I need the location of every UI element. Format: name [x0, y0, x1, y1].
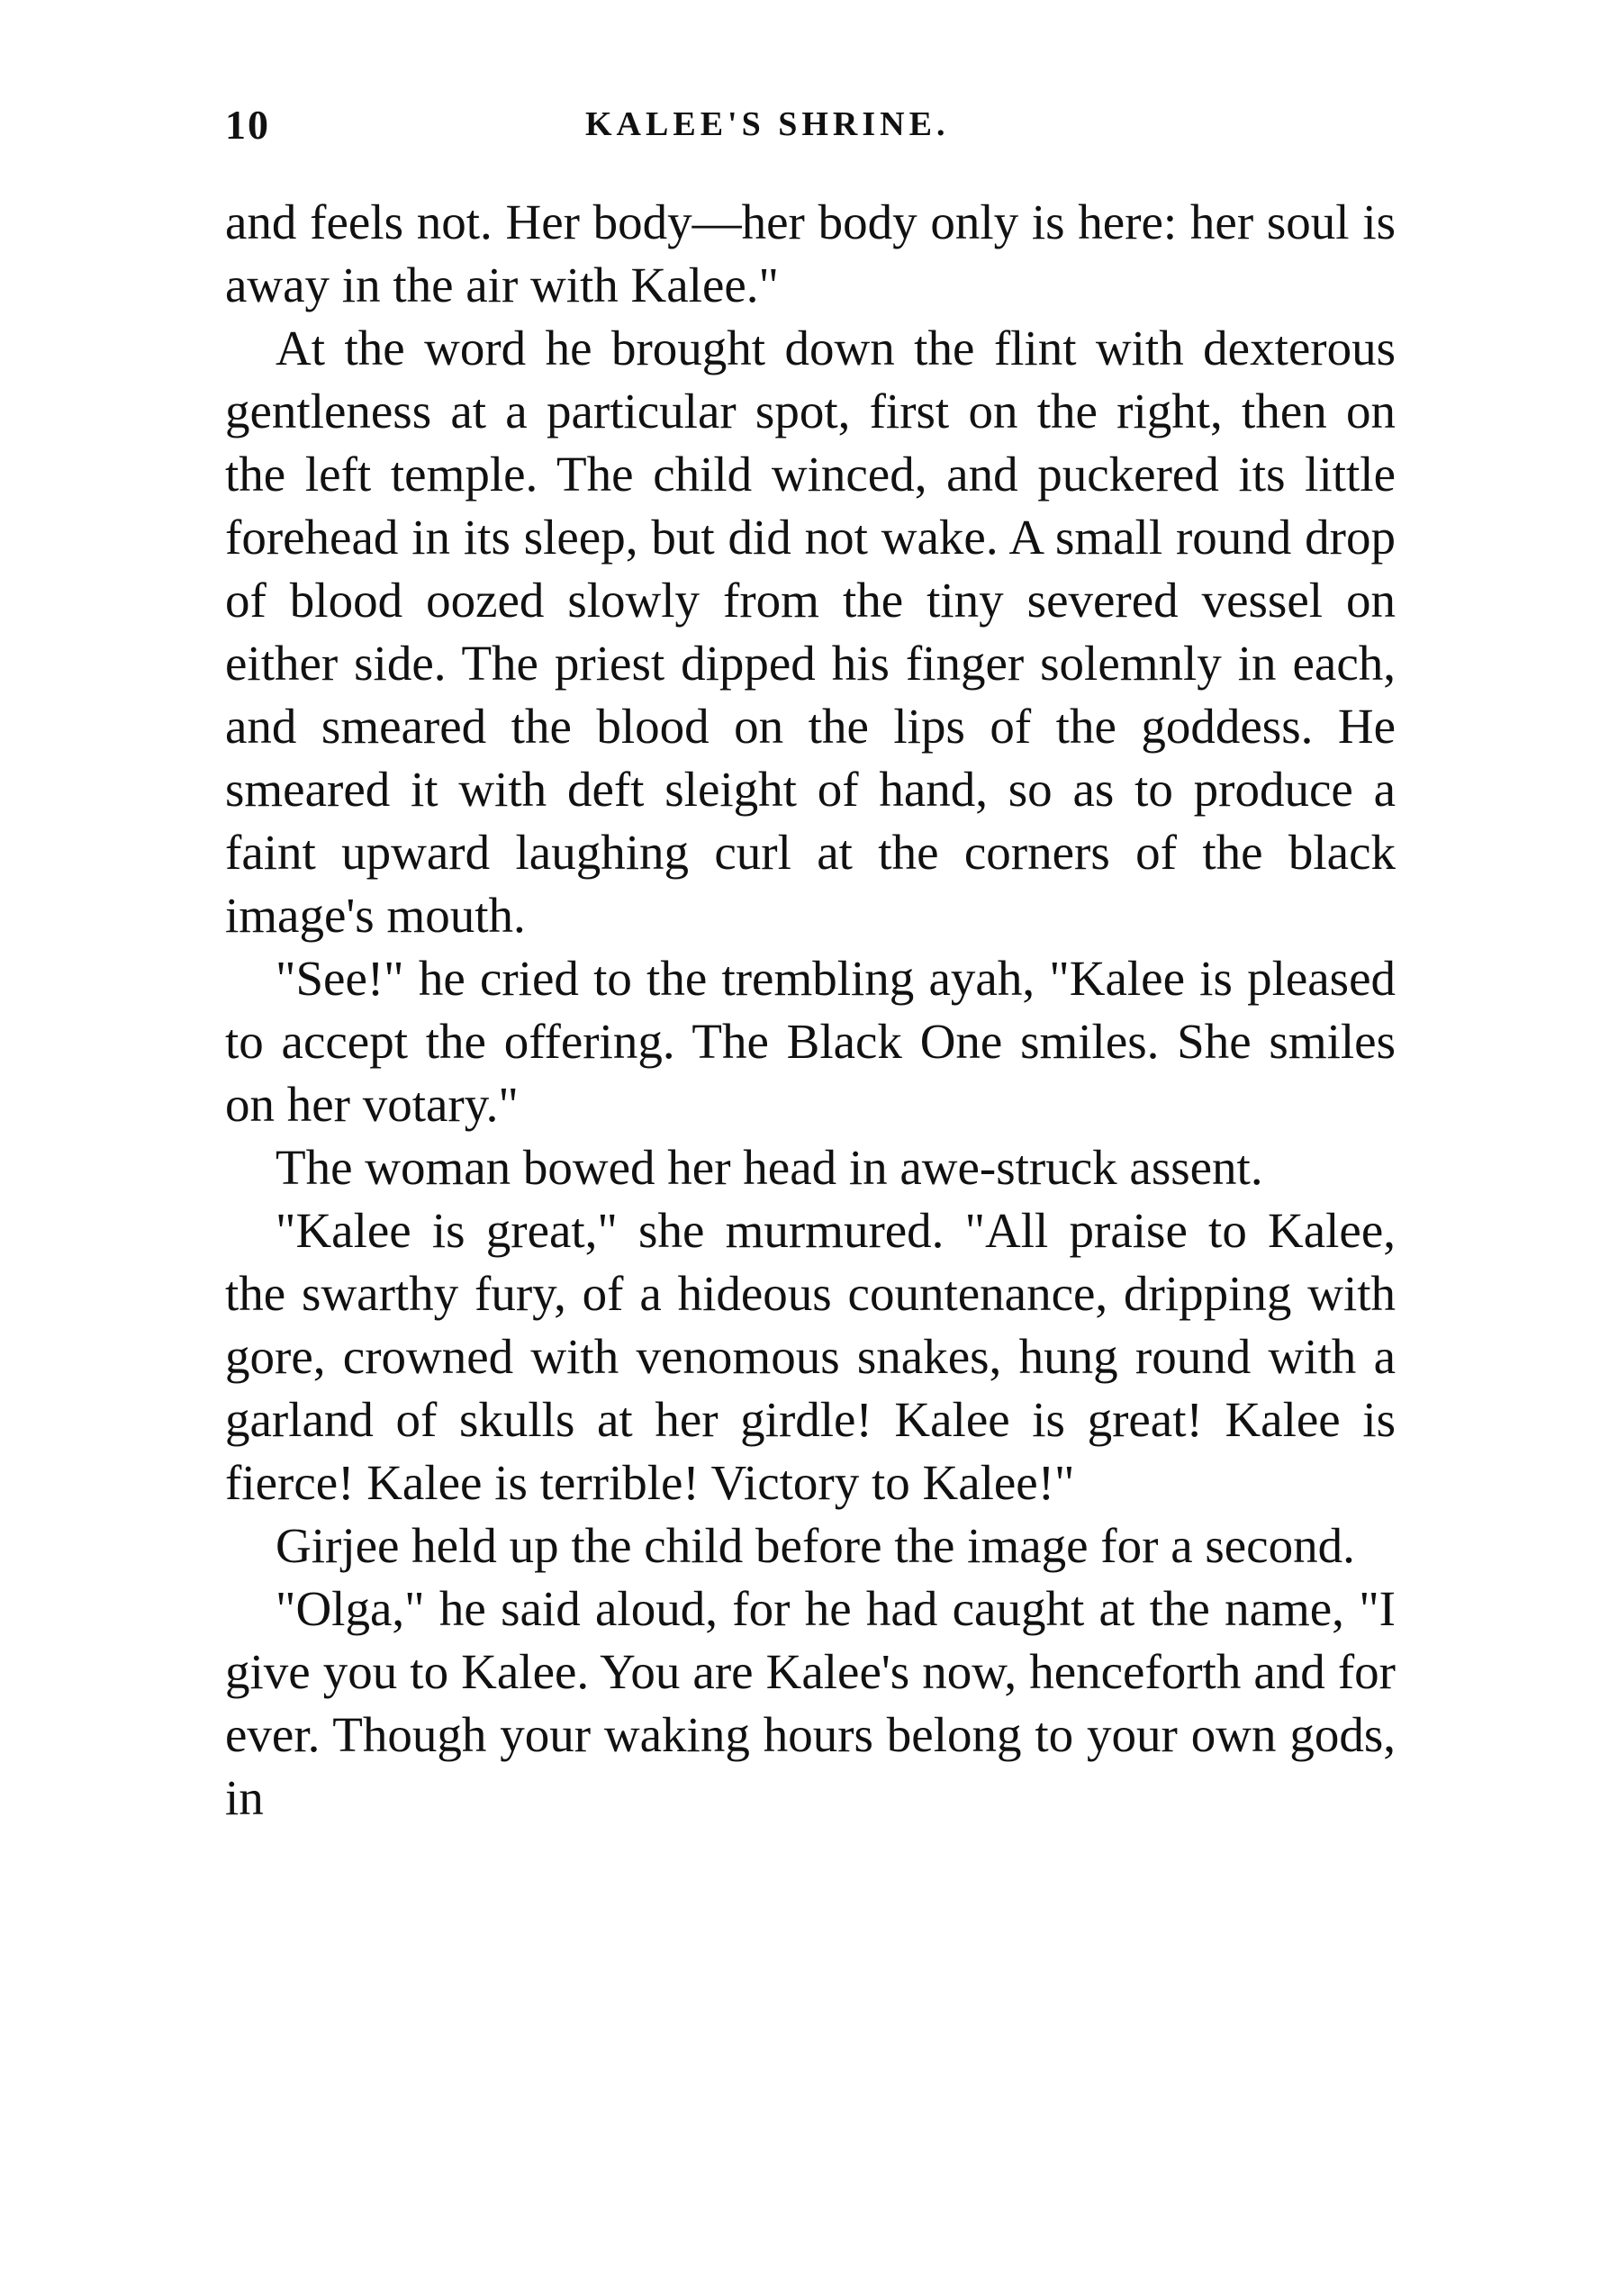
paragraph-1: and feels not. Her body—her body only is here: her soul is away in the air with Kalee.": [225, 194, 1396, 312]
paragraph-5: "Kalee is great," she murmured. "All praise to Kalee, the swarthy fury, of a hideous countenance, dripping with gore, crowned with venomous snakes, hung round with a garland of skulls at her girdle! Kalee is great! Kalee is fierce! Kalee is terrible! Victory to Kalee!": [225, 1203, 1396, 1510]
paragraph-7: "Olga," he said aloud, for he had caught at the name, "I give you to Kalee. You are Kalee's now, henceforth and for ever. Though your waking hours belong to your own gods, in: [225, 1581, 1396, 1825]
book-page: [225, 101, 1396, 1830]
paragraph-4: The woman bowed her head in awe-struck assent.: [276, 1140, 1263, 1195]
running-title: KALEE'S SHRINE.: [585, 105, 950, 143]
page-number: 10: [225, 102, 270, 148]
body-text: [225, 191, 1396, 1830]
paragraph-6: Girjee held up the child before the image for a second.: [276, 1518, 1355, 1573]
paragraph-2: At the word he brought down the flint with dexterous gentleness at a particular spot, first on the right, then on the left temple. The child winced, and puckered its little forehead in its sleep, but did not wake. A small round drop of blood oozed slowly from the tiny severed vessel on either side. The priest dipped his finger solemnly in each, and smeared the blood on the lips of the goddess. He smeared it with deft sleight of hand, so as to produce a faint upward laughing curl at the corners of the black image's mouth.: [225, 321, 1396, 943]
paragraph-3: "See!" he cried to the trembling ayah, "Kalee is pleased to accept the offering. The Black One smiles. She smiles on her votary.": [225, 951, 1396, 1132]
running-head: [225, 101, 1396, 164]
